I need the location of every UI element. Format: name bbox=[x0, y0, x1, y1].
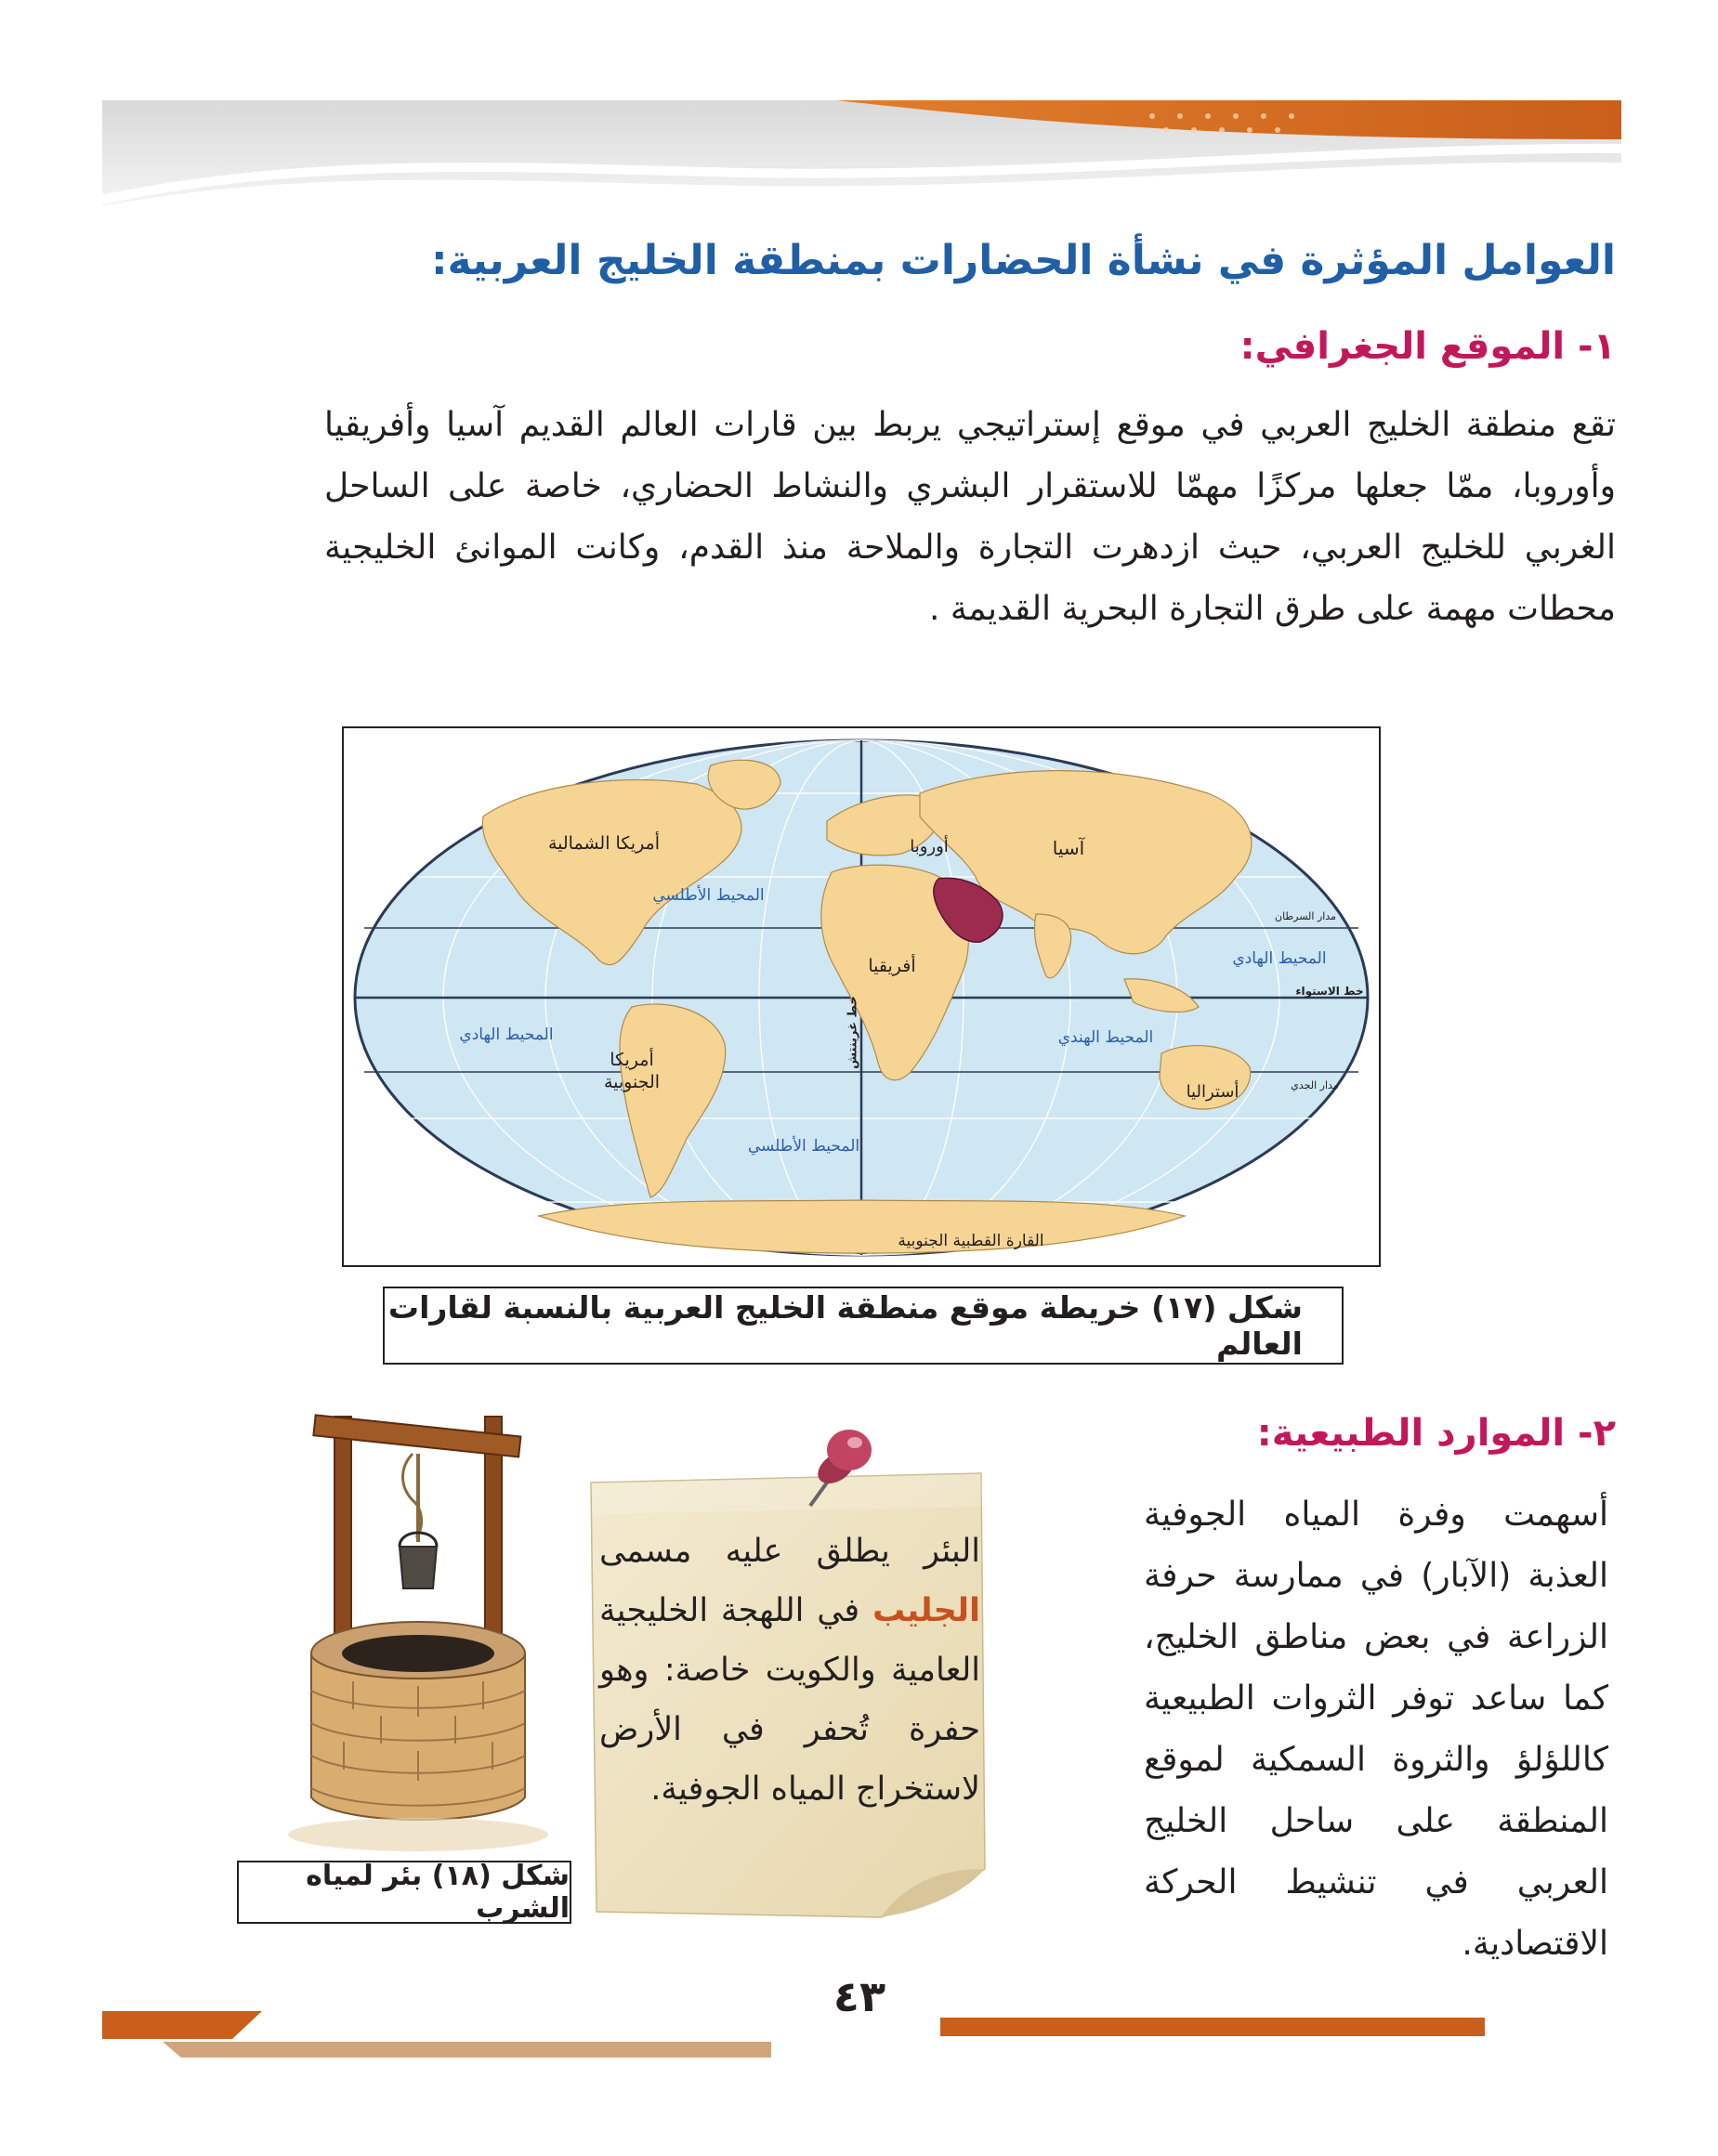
push-pin-icon bbox=[780, 1417, 883, 1519]
page-number: ٤٣ bbox=[833, 1971, 886, 2021]
label-south-america: أمريكا الجنوبية bbox=[603, 1050, 661, 1092]
note-text-part2: في اللهجة الخليجية العامية والكويت خاصة: وهو حفرة تُحفر في الأرض لاستخراج المياه الجوفية. bbox=[599, 1592, 980, 1808]
world-map bbox=[342, 726, 1381, 1267]
label-tropic-cancer: مدار السرطان bbox=[1274, 910, 1336, 922]
well-caption-box bbox=[237, 1861, 571, 1924]
main-heading: العوامل المؤثرة في نشأة الحضارات بمنطقة الخليج العربية: bbox=[430, 237, 1616, 284]
well-caption: شكل (١٨) بئر لمياه الشرب bbox=[306, 1860, 570, 1925]
section2-paragraph: أسهمت وفرة المياه الجوفية العذبة (الآبار) في ممارسة حرفة الزراعة في بعض مناطق الخليج، كما ساعد توفر الثروات الطبيعية كاللؤلؤ والثروة السمكية لموقع المنطقة على ساحل الخليج العربي في تنشيط الحركة الاقتصادية. bbox=[1144, 1496, 1608, 1963]
label-antarctica: القارة القطبية الجنوبية bbox=[898, 1232, 1044, 1250]
label-atlantic-south: المحيط الأطلسي bbox=[747, 1137, 860, 1156]
label-africa: أفريقيا bbox=[868, 956, 916, 976]
header-decoration bbox=[0, 0, 1718, 223]
label-indian-ocean: المحيط الهندي bbox=[1057, 1028, 1154, 1047]
label-asia: آسيا bbox=[1052, 837, 1085, 859]
note-highlight-word: الجليب bbox=[872, 1592, 980, 1629]
label-pacific-west: المحيط الهادي bbox=[459, 1026, 554, 1044]
map-caption-box bbox=[383, 1287, 1344, 1365]
note-text bbox=[599, 1522, 980, 1819]
map-caption: شكل (١٧) خريطة موقع منطقة الخليج العربية بالنسبة لقارات العالم bbox=[387, 1289, 1303, 1362]
well-illustration bbox=[279, 1398, 548, 1890]
label-atlantic-north: المحيط الأطلسي bbox=[652, 886, 765, 905]
label-tropic-capricorn: مدار الجدي bbox=[1291, 1079, 1339, 1091]
label-europe: أوروبا bbox=[910, 837, 949, 856]
section2-title: ٢- الموارد الطبيعية: bbox=[1256, 1412, 1616, 1455]
note-text-part1: البئر يطلق عليه مسمى bbox=[599, 1533, 980, 1570]
section1-paragraph: تقع منطقة الخليج العربي في موقع إستراتيجي يربط بين قارات العالم القديم آسيا وأفريقيا وأوروبا، ممّا جعلها مركزًا مهمّا للاستقرار البشري والنشاط الحضاري، خاصة على الساحل الغربي للخليج العربي، حيث ازدهرت التجارة والملاحة منذ القدم، وكانت الموانئ الخليجية محطات مهمة على طرق التجارة البحرية القديمة . bbox=[324, 406, 1616, 628]
label-equator: خط الاستواء bbox=[1295, 985, 1364, 998]
label-australia: أستراليا bbox=[1186, 1082, 1239, 1102]
label-north-america: أمريكا الشمالية bbox=[547, 833, 661, 854]
label-greenwich: خط غرينتش bbox=[846, 996, 860, 1069]
label-pacific-east: المحيط الهادي bbox=[1232, 949, 1327, 968]
section1-title: ١- الموقع الجغرافي: bbox=[1239, 325, 1616, 368]
